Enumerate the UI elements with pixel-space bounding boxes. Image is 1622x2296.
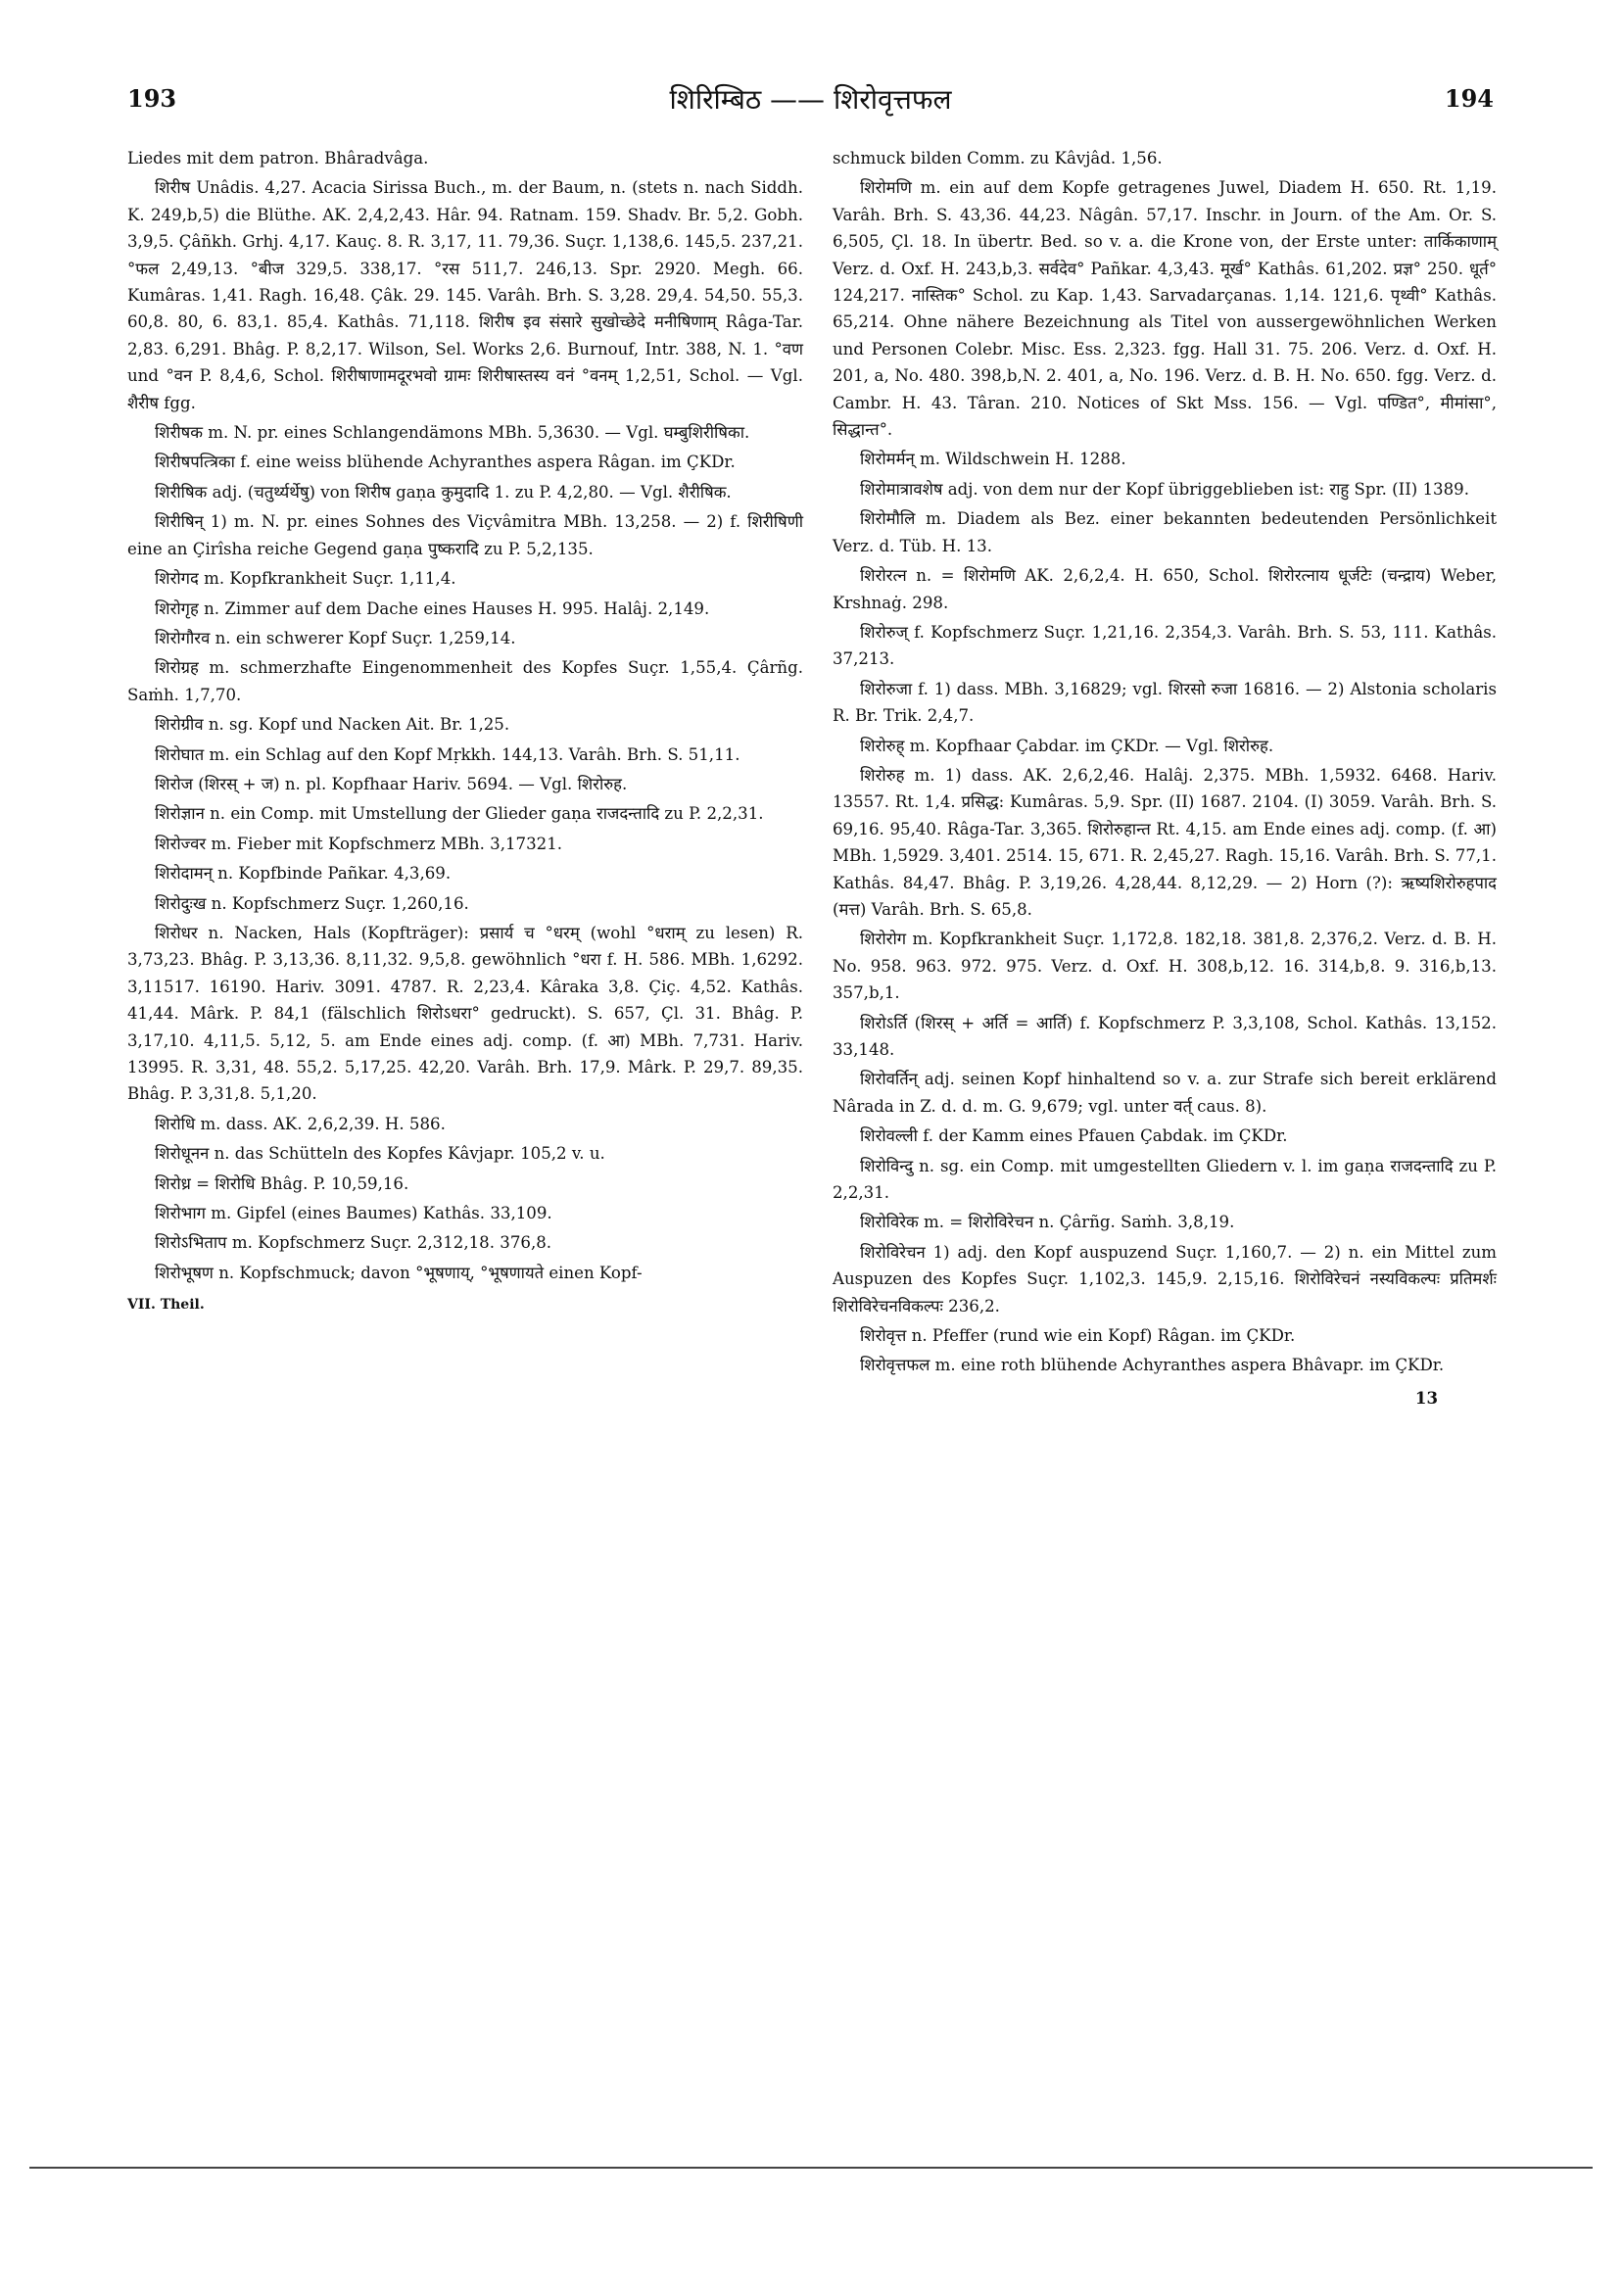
title-dash: —— [770, 83, 826, 116]
sheet-number: 13 [1414, 1387, 1438, 1408]
dictionary-entry: शिरोऽर्ति (शिरस् + अर्ति = आर्ति) f. Kopfschmerz P. 3,3,108, Schol. Kathâs. 13,152. 33,148. [833, 1013, 1497, 1059]
dictionary-entry: शिरोविरेचन 1) adj. den Kopf auspuzend Suçr. 1,160,7. — 2) n. ein Mittel zum Auspuzen des Kopfes Suçr. 1,102,3. 145,9. 2,15,16. शिरोविरेचनं नस्यविकल्पः प्रतिमर्शः शिरोविरेचनविकल्पः 236,2. [833, 1242, 1497, 1315]
dictionary-entry: शिरोज्ञान n. ein Comp. mit Umstellung der Glieder gaṇa राजदन्तादि zu P. 2,2,31. [155, 804, 764, 824]
dictionary-entry: शिरोज (शिरस् + ज) n. pl. Kopfhaar Hariv. 5694. — Vgl. शिरोरुह. [155, 774, 628, 793]
dictionary-entry: शिरोध्र = शिरोधि Bhâg. P. 10,59,16. [155, 1173, 409, 1193]
dictionary-entry: शिरोग्रीव n. sg. Kopf und Nacken Ait. Br. 1,25. [155, 715, 510, 735]
dictionary-entry: शिरीषक m. N. pr. eines Schlangendämons MBh. 5,3630. — Vgl. घम्बुशिरीषिका. [155, 423, 750, 443]
page-header [127, 84, 1494, 123]
dictionary-entry: शिरोवल्ली f. der Kamm eines Pfauen Çabdak. im ÇKDr. [860, 1126, 1288, 1146]
dictionary-entry: शिरोरत्न n. = शिरोमणि AK. 2,6,2,4. H. 650, Schol. शिरोरत्नाय धूर्जटेः (चन्द्राय) Weber, Krshnaġ. 298. [833, 566, 1497, 612]
dictionary-entry: शिरोविन्दु n. sg. ein Comp. mit umgestellten Gliedern v. l. im gaṇa राजदन्तादि zu P. 2,2,31. [833, 1156, 1497, 1203]
dictionary-entry: शिरीषिक adj. (चतुर्थ्यर्थेषु) von शिरीष gaṇa कुमुदादि 1. zu P. 4,2,80. — Vgl. शैरीषिक. [155, 482, 732, 502]
dictionary-entry: शिरोरुज् f. Kopfschmerz Suçr. 1,21,16. 2,354,3. Varâh. Brh. S. 53, 111. Kathâs. 37,213. [833, 622, 1497, 669]
dictionary-entry: शिरोदुःख n. Kopfschmerz Suçr. 1,260,16. [155, 893, 469, 913]
dictionary-entry: शिरोरुह m. 1) dass. AK. 2,6,2,46. Halâj. 2,375. MBh. 1,5932. 6468. Hariv. 13557. Rt. 1,4. प्रसिद्ध: Kumâras. 5,9. Spr. (II) 1687. 2104. (I) 3059. Varâh. Brh. S. 69,16. 95,40. Râga-Tar. 3,365. शिरोरुहान्त Rt. 4,15. am Ende eines adj. comp. (f. आ) MBh. 1,5929. 3,401. 2514. 15, 671. R. 2,45,27. Ragh. 15,16. Varâh. Brh. S. 77,1. Kathâs. 84,47. Bhâg. P. 3,19,26. 4,28,44. 8,12,29. — 2) Horn (?): ऋष्यशिरोरुहपाद (मत्त) Varâh. Brh. S. 65,8. [833, 765, 1497, 919]
dictionary-entry: शिरोदामन् n. Kopfbinde Pañkar. 4,3,69. [155, 864, 452, 884]
dictionary-entry: शिरोधि m. dass. AK. 2,6,2,39. H. 586. [155, 1114, 446, 1133]
dictionary-entry: शिरोगौरव n. ein schwerer Kopf Suçr. 1,259,14. [155, 628, 516, 647]
running-title [127, 80, 1494, 118]
dictionary-entry: Liedes mit dem patron. Bhâradvâga. [127, 149, 429, 167]
page-number-right: 194 [1444, 84, 1494, 113]
volume-footer: VII. Theil. [127, 1297, 205, 1314]
dictionary-entry: शिरीषिन् 1) m. N. pr. eines Sohnes des Viçvâmitra MBh. 13,258. — 2) f. शिरीषिणी eine an Çirîsha reiche Gegend gaṇa पुष्करादि zu P. 5,2,135. [127, 512, 803, 558]
dictionary-entry: शिरोमर्मन् m. Wildschwein H. 1288. [860, 450, 1126, 469]
dictionary-entry: शिरीषपत्त्रिका f. eine weiss blühende Achyranthes aspera Râgan. im ÇKDr. [155, 453, 736, 472]
dictionary-entry: शिरोवृत्तफल m. eine roth blühende Achyranthes aspera Bhâvapr. im ÇKDr. [860, 1356, 1445, 1375]
dictionary-entry: शिरोधूनन n. das Schütteln des Kopfes Kâvjapr. 105,2 v. u. [155, 1144, 605, 1164]
title-to: शिरोवृत्तफल [833, 83, 952, 116]
dictionary-entry: शिरोमात्रावशेष adj. von dem nur der Kopf übriggeblieben ist: राहु Spr. (II) 1389. [860, 479, 1470, 499]
left-column [127, 145, 803, 1322]
dictionary-entry: शिरोभाग m. Gipfel (eines Baumes) Kathâs. 33,109. [155, 1204, 552, 1223]
dictionary-entry: शिरोमणि m. ein auf dem Kopfe getragenes Juwel, Diadem H. 650. Rt. 1,19. Varâh. Brh. S. 43,36. 44,23. Nâgân. 57,17. Inschr. in Journ. of the Am. Or. S. 6,505, Çl. 18. In übertr. Bed. so v. a. die Krone von, der Erste unter: तार्किकाणाम् Verz. d. Oxf. H. 243,b,3. सर्वदेव° Pañkar. 4,3,43. मूर्ख° Kathâs. 61,202. प्रज्ञ° 250. धूर्त° 124,217. नास्तिक° Schol. zu Kap. 1,43. Sarvadarçanas. 1,14. 121,6. पृथ्वी° Kathâs. 65,214. Ohne nähere Bezeichnung als Titel von aussergewöhnlichen Werken und Personen Colebr. Misc. Ess. 2,323. fgg. Hall 31. 75. 206. Verz. d. Oxf. H. 201, a, No. 480. 398,b,N. 2. 401, a, No. 196. Verz. d. B. H. No. 650. fgg. Verz. d. Cambr. H. 43. Târan. 210. Notices of Skt Mss. 156. — Vgl. पण्डित°, मीमांसा°, सिद्धान्त°. [833, 178, 1497, 440]
dictionary-entry: शिरोरोग m. Kopfkrankheit Suçr. 1,172,8. 182,18. 381,8. 2,376,2. Verz. d. B. H. No. 958. 963. 972. 975. Verz. d. Oxf. H. 308,b,12. 16. 314,b,8. 9. 316,b,13. 357,b,1. [833, 930, 1497, 1003]
dictionary-entry: शिरोरुजा f. 1) dass. MBh. 3,16829; vgl. शिरसो रुजा 16816. — 2) Alstonia scholaris R. Br. Trik. 2,4,7. [833, 679, 1497, 726]
dictionary-entry: शिरोविरेक m. = शिरोविरेचन n. Çârñg. Saṁh. 3,8,19. [860, 1213, 1235, 1232]
dictionary-entry: शिरोभूषण n. Kopfschmuck; davon °भूषणाय्, °भूषणायते einen Kopf- [155, 1263, 643, 1282]
dictionary-entry: शिरीष Unâdis. 4,27. Acacia Sirissa Buch., m. der Baum, n. (stets n. nach Siddh. K. 249,b,5) die Blüthe. AK. 2,4,2,43. Hâr. 94. Ratnam. 159. Shadv. Br. 5,2. Gobh. 3,9,5. Çâñkh. Grhj. 4,17. Kauç. 8. R. 3,17, 11. 79,36. Suçr. 1,138,6. 145,5. 237,21. °फल 2,49,13. °बीज 329,5. 338,17. °रस 511,7. 246,13. Spr. 2920. Megh. 66. Kumâras. 1,41. Ragh. 16,48. Çâk. 29. 145. Varâh. Brh. S. 3,28. 29,4. 54,50. 55,3. 60,8. 80, 6. 83,1. 85,4. Kathâs. 71,118. शिरीष इव संसारे सुखोच्छेदे मनीषिणाम् Râga-Tar. 2,83. 6,291. Bhâg. P. 8,2,17. Wilson, Sel. Works 2,6. Burnouf, Intr. 388, N. 1. °वण und °वन P. 8,4,6, Schol. शिरीषाणामदूरभवो ग्रामः शिरीषास्तस्य वनं °वनम् 1,2,51, Schol. — Vgl. शैरीष fgg. [127, 178, 803, 412]
page-number-left: 193 [127, 84, 177, 113]
bottom-rule [29, 2167, 1593, 2169]
dictionary-entry: शिरोरुह् m. Kopfhaar Çabdar. im ÇKDr. — Vgl. शिरोरुह. [860, 736, 1274, 755]
dictionary-entry: schmuck bilden Comm. zu Kâvjâd. 1,56. [833, 149, 1163, 167]
dictionary-entry: शिरोवृत्त n. Pfeffer (rund wie ein Kopf) Râgan. im ÇKDr. [860, 1326, 1296, 1346]
right-column [833, 145, 1497, 1414]
dictionary-entry: शिरोज्वर m. Fieber mit Kopfschmerz MBh. 3,17321. [155, 834, 563, 853]
dictionary-entry: शिरोघात m. ein Schlag auf den Kopf Mṛkkh. 144,13. Varâh. Brh. S. 51,11. [155, 744, 740, 764]
dictionary-entry: शिरोधर n. Nacken, Hals (Kopfträger): प्रसार्य च °धरम् (wohl °धराम् zu lesen) R. 3,73,23. Bhâg. P. 3,13,36. 8,11,32. 9,5,8. gewöhnlich °धरा f. H. 586. MBh. 1,6292. 3,11517. 16190. Hariv. 3091. 4787. R. 2,23,4. Kâraka 3,8. Çiç. 4,52. Kathâs. 41,44. Mârk. P. 84,1 (fälschlich शिरोऽधरा° gedruckt). S. 657, Çl. 31. Bhâg. P. 3,17,10. 4,11,5. 5,12, 5. am Ende eines adj. comp. (f. आ) MBh. 7,731. Hariv. 13995. R. 3,31, 48. 55,2. 5,17,25. 42,20. Varâh. Brh. 17,9. Mârk. P. 29,7. 89,35. Bhâg. P. 3,31,8. 5,1,20. [127, 923, 803, 1104]
title-from: शिरिम्बिठ [669, 83, 762, 116]
dictionary-entry: शिरोगद m. Kopfkrankheit Suçr. 1,11,4. [155, 569, 456, 589]
dictionary-entry: शिरोग्रह m. schmerzhafte Eingenommenheit des Kopfes Suçr. 1,55,4. Çârñg. Saṁh. 1,7,70. [127, 658, 803, 704]
dictionary-entry: शिरोगृह n. Zimmer auf dem Dache eines Hauses H. 995. Halâj. 2,149. [155, 598, 710, 618]
dictionary-entry: शिरोमौलि m. Diadem als Bez. einer bekannten bedeutenden Persönlichkeit Verz. d. Tüb. H. 13. [833, 509, 1497, 555]
dictionary-entry: शिरोवर्तिन् adj. seinen Kopf hinhaltend so v. a. zur Strafe sich bereit erklärend Nârada in Z. d. d. m. G. 9,679; vgl. unter वर्त् caus. 8). [833, 1070, 1497, 1116]
dictionary-entry: शिरोऽभिताप m. Kopfschmerz Suçr. 2,312,18. 376,8. [155, 1233, 552, 1253]
